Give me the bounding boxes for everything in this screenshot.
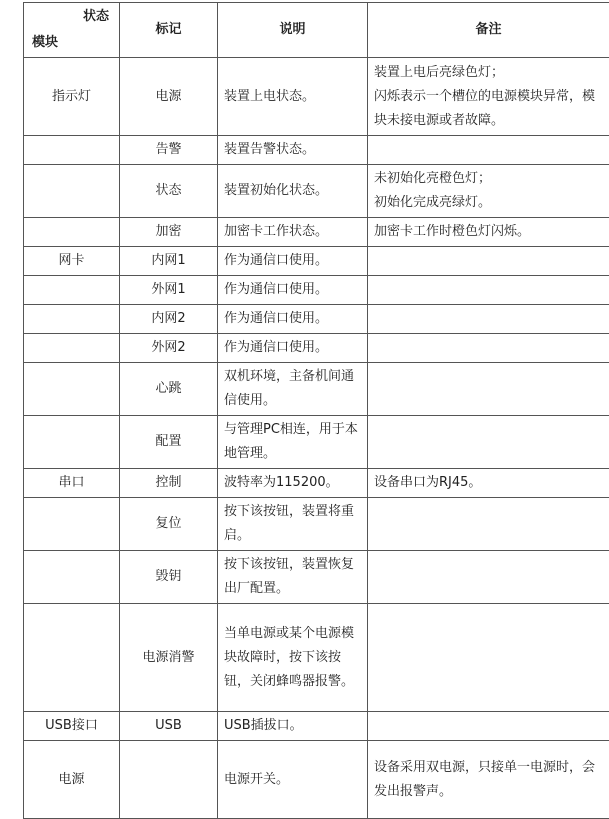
note-cell	[368, 247, 609, 276]
header-status-label: 状态	[83, 7, 109, 27]
mark-cell: 内网2	[120, 305, 218, 334]
table-row	[24, 551, 609, 604]
table-row	[24, 136, 609, 165]
header-desc: 说明	[218, 3, 368, 58]
note-cell	[368, 305, 609, 334]
note-cell: 设备采用双电源，只接单一电源时，会发出报警声。	[368, 741, 609, 819]
desc-cell: 作为通信口使用。	[218, 305, 368, 334]
module-cell	[24, 604, 120, 712]
note-cell	[368, 551, 609, 604]
desc-cell: 加密卡工作状态。	[218, 218, 368, 247]
note-cell: 加密卡工作时橙色灯闪烁。	[368, 218, 609, 247]
desc-cell: 装置告警状态。	[218, 136, 368, 165]
module-cell	[24, 305, 120, 334]
module-spec-table	[23, 2, 609, 819]
mark-cell: 告警	[120, 136, 218, 165]
module-cell: 串口	[24, 469, 120, 498]
desc-cell: 作为通信口使用。	[218, 247, 368, 276]
note-cell	[368, 498, 609, 551]
header-note: 备注	[368, 3, 609, 58]
mark-cell: 配置	[120, 416, 218, 469]
module-cell: 指示灯	[24, 58, 120, 136]
mark-cell: 复位	[120, 498, 218, 551]
desc-cell: 按下该按钮，装置恢复出厂配置。	[218, 551, 368, 604]
note-cell	[368, 416, 609, 469]
mark-cell: USB	[120, 712, 218, 741]
table-row	[24, 363, 609, 416]
desc-cell: 当单电源或某个电源模块故障时，按下该按钮，关闭蜂鸣器报警。	[218, 604, 368, 712]
module-cell	[24, 136, 120, 165]
mark-cell: 状态	[120, 165, 218, 218]
desc-cell: 装置上电状态。	[218, 58, 368, 136]
table-row	[24, 276, 609, 305]
table-row	[24, 247, 609, 276]
header-mark: 标记	[120, 3, 218, 58]
header-module-label: 模块	[32, 33, 58, 53]
desc-cell: USB插拔口。	[218, 712, 368, 741]
corner-header-cell	[24, 3, 120, 58]
module-cell	[24, 416, 120, 469]
note-cell	[368, 136, 609, 165]
note-cell	[368, 363, 609, 416]
table-row	[24, 712, 609, 741]
desc-cell: 波特率为115200。	[218, 469, 368, 498]
module-cell	[24, 334, 120, 363]
mark-cell: 心跳	[120, 363, 218, 416]
module-cell: 电源	[24, 741, 120, 819]
mark-cell	[120, 741, 218, 819]
note-cell	[368, 276, 609, 305]
module-cell	[24, 218, 120, 247]
note-cell: 设备串口为RJ45。	[368, 469, 609, 498]
module-cell	[24, 498, 120, 551]
table-header-row	[24, 3, 609, 58]
note-cell: 未初始化亮橙色灯； 初始化完成亮绿灯。	[368, 165, 609, 218]
mark-cell: 外网2	[120, 334, 218, 363]
note-cell	[368, 604, 609, 712]
mark-cell: 控制	[120, 469, 218, 498]
module-cell: 网卡	[24, 247, 120, 276]
mark-cell: 外网1	[120, 276, 218, 305]
note-cell: 装置上电后亮绿色灯； 闪烁表示一个槽位的电源模块异常，模块未接电源或者故障。	[368, 58, 609, 136]
mark-cell: 内网1	[120, 247, 218, 276]
table-row	[24, 218, 609, 247]
mark-cell: 电源	[120, 58, 218, 136]
table-row	[24, 416, 609, 469]
mark-cell: 毁钥	[120, 551, 218, 604]
desc-cell: 按下该按钮，装置将重启。	[218, 498, 368, 551]
table-row	[24, 334, 609, 363]
table-row	[24, 469, 609, 498]
module-cell	[24, 165, 120, 218]
note-cell	[368, 334, 609, 363]
desc-cell: 与管理PC相连，用于本地管理。	[218, 416, 368, 469]
mark-cell: 电源消警	[120, 604, 218, 712]
desc-cell: 装置初始化状态。	[218, 165, 368, 218]
desc-cell: 作为通信口使用。	[218, 276, 368, 305]
note-cell	[368, 712, 609, 741]
table-row	[24, 741, 609, 819]
module-cell	[24, 363, 120, 416]
table-row	[24, 604, 609, 712]
module-cell	[24, 276, 120, 305]
desc-cell: 双机环境，主备机间通信使用。	[218, 363, 368, 416]
module-cell	[24, 551, 120, 604]
desc-cell: 作为通信口使用。	[218, 334, 368, 363]
mark-cell: 加密	[120, 218, 218, 247]
module-cell: USB接口	[24, 712, 120, 741]
table-row	[24, 165, 609, 218]
table-row	[24, 305, 609, 334]
table-row	[24, 498, 609, 551]
desc-cell: 电源开关。	[218, 741, 368, 819]
table-row	[24, 58, 609, 136]
